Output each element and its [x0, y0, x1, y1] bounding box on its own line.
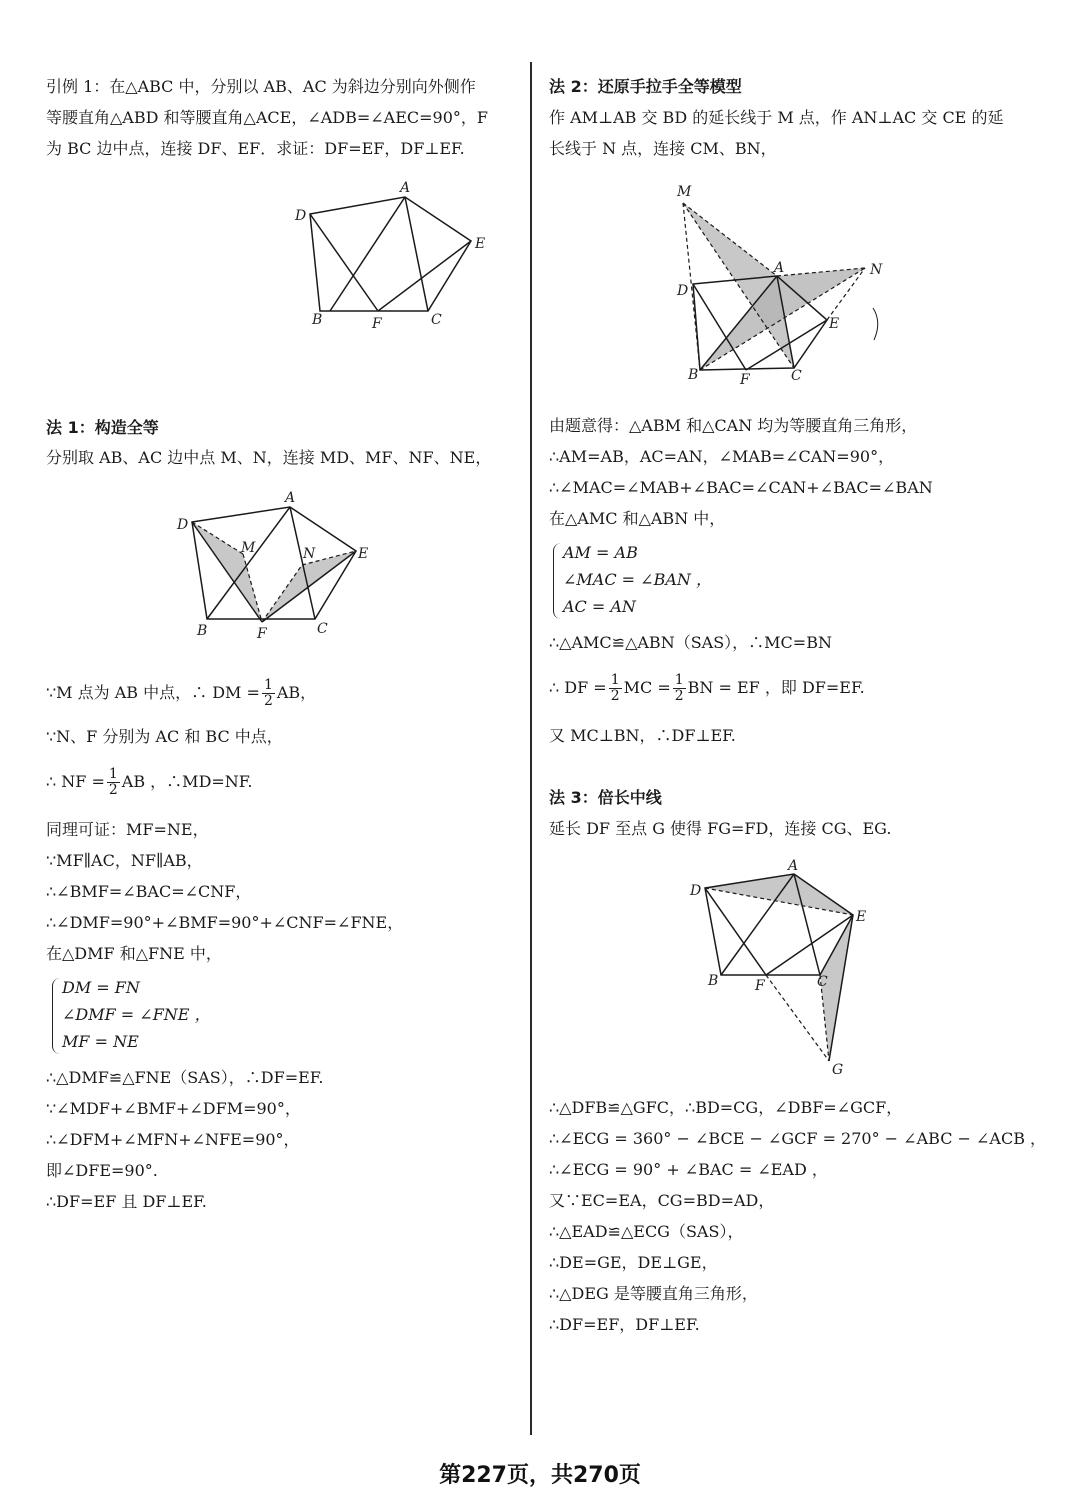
fig3-label-g: G	[832, 1062, 844, 1078]
fig2-label-n: N	[870, 262, 883, 278]
fig2-label-f: F	[740, 372, 750, 388]
brace-1-row-1: DM = FN	[62, 978, 140, 997]
m3-step-1: ∴△DFB≌△GFC，∴BD=CG，∠DBF=∠GCF，	[549, 1098, 903, 1117]
step-1-fraction	[262, 678, 275, 709]
brace-2	[553, 543, 562, 619]
step-3-post: AB ，∴MD=NF.	[121, 772, 253, 791]
step-1-denominator: 2	[263, 693, 273, 709]
fig3-label-f: F	[755, 978, 765, 994]
step-1-pre: ∵M 点为 AB 中点，∴ DM =	[46, 683, 260, 702]
step-5: ∵MF∥AC，NF∥AB，	[46, 851, 203, 870]
fig1-label-c: C	[317, 621, 328, 637]
step-3-denominator: 2	[108, 782, 118, 798]
fig0-label-c: C	[431, 312, 442, 328]
step-1	[46, 675, 316, 711]
m2-step-6	[549, 670, 865, 706]
figure-method2	[670, 180, 900, 390]
method3-line-1: 延长 DF 至点 G 使得 FG=FD，连接 CG、EG.	[549, 819, 892, 838]
step-3	[46, 764, 253, 800]
step-12: 即∠DFE=90°.	[46, 1161, 158, 1180]
brace-2-row-1: AM = AB	[563, 543, 638, 562]
fig2-stray-mark	[873, 308, 878, 340]
m3-step-7: ∴△DEG 是等腰直角三角形，	[549, 1284, 758, 1303]
m2-step-4: 在△AMC 和△ABN 中，	[549, 509, 726, 528]
fig0-label-e: E	[475, 236, 486, 252]
fig2-label-b: B	[688, 367, 699, 383]
m3-step-8: ∴DF=EF，DF⊥EF.	[549, 1315, 700, 1334]
figure-method3	[686, 855, 876, 1080]
m3-step-4: 又∵EC=EA，CG=BD=AD，	[549, 1191, 775, 1210]
step-4: 同理可证：MF=NE，	[46, 820, 209, 839]
fig3-label-c: C	[817, 974, 828, 990]
fig3-label-e: E	[856, 909, 867, 925]
fig2-label-a: A	[774, 260, 785, 276]
m3-step-3: ∴∠ECG = 90° + ∠BAC = ∠EAD ，	[549, 1160, 828, 1179]
step-1-post: AB，	[276, 683, 317, 702]
step-8: 在△DMF 和△FNE 中，	[46, 944, 222, 963]
m3-step-5: ∴△EAD≌△ECG（SAS），	[549, 1222, 744, 1241]
fig2-label-c: C	[791, 368, 802, 384]
step-10: ∵∠MDF+∠BMF+∠DFM=90°，	[46, 1099, 301, 1118]
brace-1-row-3: MF = NE	[62, 1032, 139, 1051]
figure-method1	[175, 490, 375, 645]
fig1-label-n: N	[303, 546, 316, 562]
fig0-outline	[310, 197, 471, 311]
m2-step-6-numerator-1: 1	[610, 672, 620, 688]
fig2-label-d: D	[677, 283, 689, 299]
fig0-label-b: B	[312, 312, 323, 328]
step-3-pre: ∴ NF =	[46, 772, 105, 791]
step-11: ∴∠DFM+∠MFN+∠NFE=90°，	[46, 1130, 300, 1149]
m2-step-6-denominator-1: 2	[610, 688, 620, 704]
fig3-label-b: B	[708, 973, 719, 989]
brace-1	[52, 978, 61, 1054]
m2-step-6-fraction-2	[673, 673, 686, 704]
fig1-label-d: D	[177, 517, 189, 533]
intro-line-3: 为 BC 边中点，连接 DF、EF．求证：DF=EF，DF⊥EF.	[46, 139, 465, 158]
fig1-label-f: F	[257, 626, 267, 642]
fig0-label-f: F	[372, 316, 382, 332]
step-13: ∴DF=EF 且 DF⊥EF.	[46, 1192, 207, 1211]
method2-line-2: 长线于 N 点，连接 CM、BN，	[549, 139, 777, 158]
method1-text: 分别取 AB、AC 边中点 M、N，连接 MD、MF、NF、NE，	[46, 448, 492, 467]
step-2: ∵N、F 分别为 AC 和 BC 中点，	[46, 727, 283, 746]
fig3-label-a: A	[788, 858, 799, 874]
fig0-label-d: D	[295, 208, 307, 224]
step-9: ∴△DMF≌△FNE（SAS），∴DF=EF.	[46, 1068, 324, 1087]
m2-step-7: 又 MC⊥BN，∴DF⊥EF.	[549, 726, 736, 745]
step-6: ∴∠BMF=∠BAC=∠CNF，	[46, 882, 252, 901]
fig1-label-a: A	[285, 490, 296, 506]
method3-title: 法 3：倍长中线	[549, 788, 662, 807]
intro-line-2: 等腰直角△ABD 和等腰直角△ACE，∠ADB=∠AEC=90°，F	[46, 108, 489, 127]
figure-intro-pentagon	[290, 178, 500, 333]
m2-step-6-pre: ∴ DF =	[549, 678, 607, 697]
brace-2-row-3: AC = AN	[563, 597, 636, 616]
m2-step-5: ∴△AMC≌△ABN（SAS），∴MC=BN	[549, 633, 832, 652]
m2-step-6-denominator-2: 2	[674, 688, 684, 704]
m3-step-2: ∴∠ECG = 360° − ∠BCE − ∠GCF = 270° − ∠ABC − ∠ACB ，	[549, 1129, 1047, 1148]
m2-step-6-numerator-2: 1	[674, 672, 684, 688]
m2-step-6-mid: MC =	[623, 678, 671, 697]
step-1-numerator: 1	[263, 677, 273, 693]
m2-step-3: ∴∠MAC=∠MAB+∠BAC=∠CAN+∠BAC=∠BAN	[549, 478, 933, 497]
fig2-label-m: M	[677, 184, 692, 200]
m2-step-6-post: BN = EF ，即 DF=EF.	[687, 678, 865, 697]
fig1-label-m: M	[241, 540, 256, 556]
column-divider	[530, 62, 532, 1435]
m2-step-1: 由题意得：△ABM 和△CAN 均为等腰直角三角形，	[549, 416, 918, 435]
fig1-label-e: E	[358, 546, 369, 562]
intro-line-1: 引例 1：在△ABC 中，分别以 AB、AC 为斜边分别向外侧作	[46, 77, 476, 96]
step-3-numerator: 1	[108, 766, 118, 782]
fig3-label-d: D	[690, 883, 702, 899]
m3-step-6: ∴DE=GE，DE⊥GE，	[549, 1253, 718, 1272]
brace-2-row-2: ∠MAC = ∠BAN ，	[563, 570, 712, 589]
step-7: ∴∠DMF=90°+∠BMF=90°+∠CNF=∠FNE，	[46, 913, 404, 932]
method2-line-1: 作 AM⊥AB 交 BD 的延长线于 M 点，作 AN⊥AC 交 CE 的延	[549, 108, 1004, 127]
m2-step-6-fraction-1	[609, 673, 622, 704]
fig1-label-b: B	[197, 623, 208, 639]
method1-title: 法 1：构造全等	[46, 418, 159, 437]
brace-1-row-2: ∠DMF = ∠FNE ，	[62, 1005, 211, 1024]
fig2-label-e: E	[829, 316, 840, 332]
m2-step-2: ∴AM=AB，AC=AN，∠MAB=∠CAN=90°，	[549, 447, 895, 466]
page-footer: 第227页，共270页	[439, 1463, 641, 1488]
fig0-label-a: A	[400, 180, 411, 196]
method2-title: 法 2：还原手拉手全等模型	[549, 77, 742, 96]
step-3-fraction	[107, 767, 120, 798]
